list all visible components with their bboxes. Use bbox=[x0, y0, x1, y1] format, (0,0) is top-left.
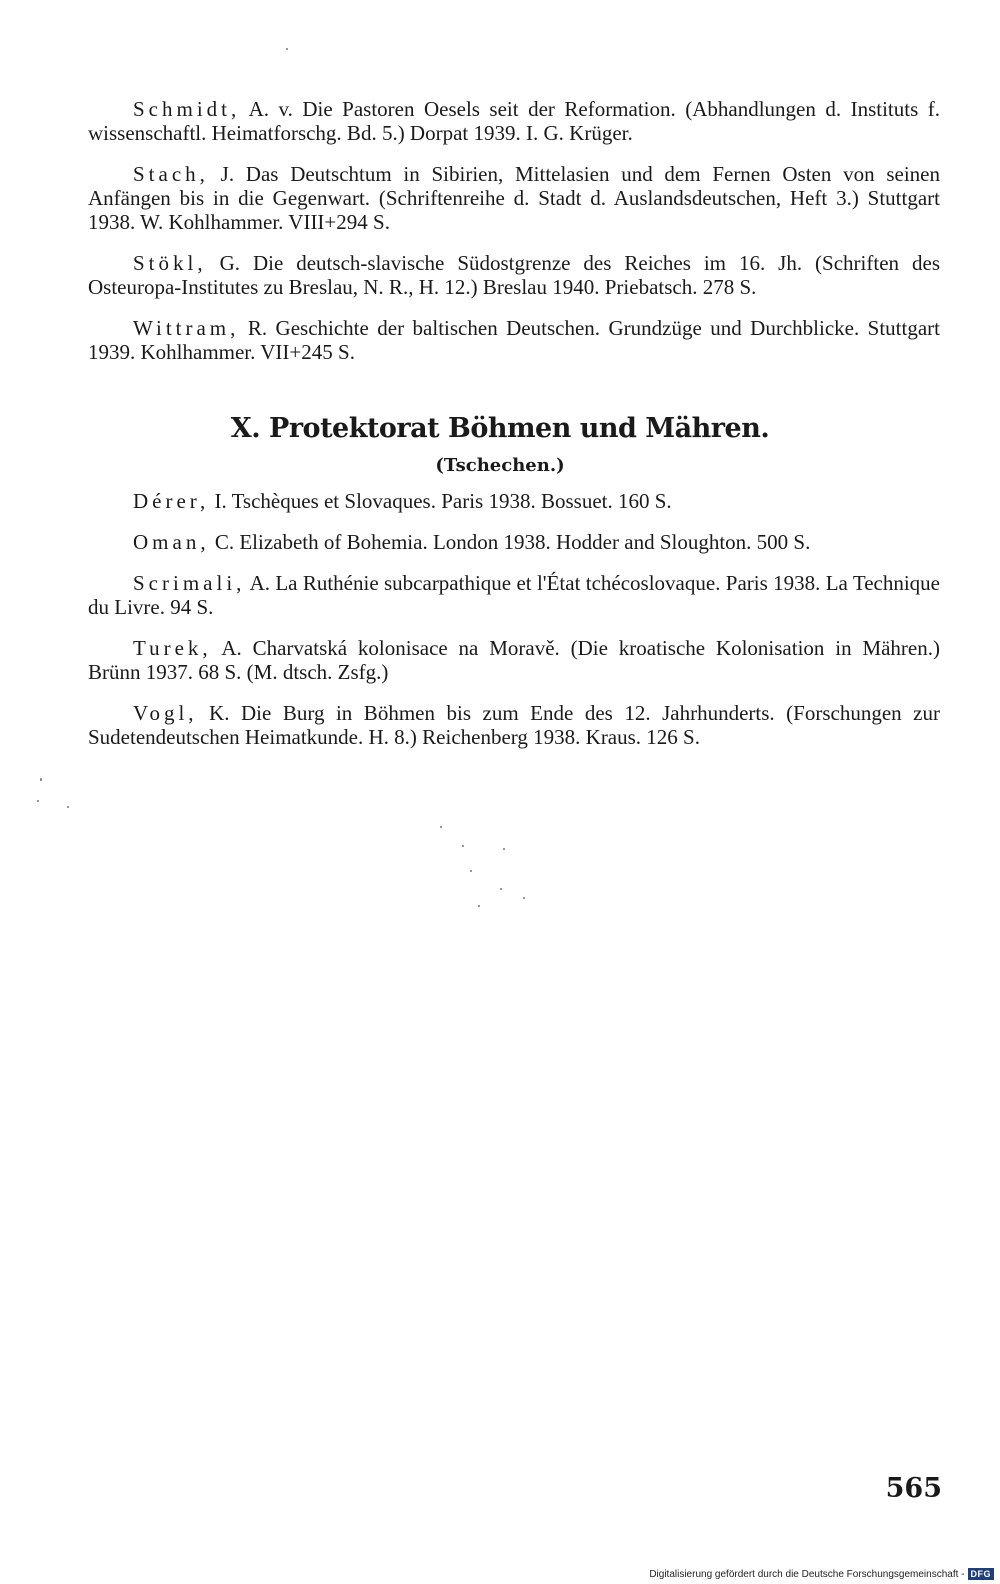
scan-speck bbox=[37, 800, 39, 802]
entry-author: Stach, bbox=[133, 162, 209, 186]
entry-text: A. La Ruthénie subcarpathique et l'État tchécoslovaque. Paris 1938. La Technique du Livre. 94 S. bbox=[88, 571, 940, 619]
bibliography-entry bbox=[88, 162, 940, 234]
bibliography-entry bbox=[88, 701, 940, 749]
bibliography-entry bbox=[88, 489, 940, 513]
bibliography-entry bbox=[88, 636, 940, 684]
entry-author: Dérer, bbox=[133, 489, 210, 513]
bibliography-list-section bbox=[88, 489, 940, 749]
entry-author: Oman, bbox=[133, 530, 210, 554]
entry-author: Vogl, bbox=[133, 701, 198, 725]
entry-author: Turek, bbox=[133, 636, 212, 660]
entry-text: K. Die Burg in Böhmen bis zum Ende des 12. Jahrhunderts. (Forschungen zur Sudetendeutschen Heimatkunde. H. 8.) Reichenberg 1938. Kraus. 126 S. bbox=[88, 701, 940, 749]
scan-speck bbox=[503, 848, 505, 850]
digitization-footer bbox=[649, 1568, 994, 1580]
page-number: 565 bbox=[885, 1473, 942, 1504]
scan-speck bbox=[470, 870, 472, 872]
scan-speck bbox=[440, 826, 442, 828]
scan-speck bbox=[478, 905, 480, 907]
entry-author: Wittram, bbox=[133, 316, 240, 340]
bibliography-list-top bbox=[88, 97, 940, 364]
scan-speck bbox=[40, 778, 42, 781]
section-subheading: (Tschechen.) bbox=[435, 455, 565, 476]
entry-text: A. Charvatská kolonisace na Moravě. (Die kroatische Kolonisation in Mähren.) Brünn 1937. 68 S. (M. dtsch. Zsfg.) bbox=[88, 636, 940, 684]
bibliography-entry bbox=[88, 251, 940, 299]
bibliography-entry bbox=[88, 530, 940, 554]
scan-speck bbox=[462, 845, 464, 847]
footer-text: Digitalisierung gefördert durch die Deutsche Forschungsgemeinschaft - bbox=[649, 1568, 965, 1580]
dfg-logo: DFG bbox=[968, 1568, 995, 1580]
scan-speck bbox=[286, 48, 288, 50]
bibliography-entry bbox=[88, 97, 940, 145]
entry-text: A. v. Die Pastoren Oesels seit der Reformation. (Abhandlungen d. Instituts f. wissenschaftl. Heimatforschg. Bd. 5.) Dorpat 1939. I. G. Krüger. bbox=[88, 97, 940, 145]
entry-author: Stökl, bbox=[133, 251, 207, 275]
scan-speck bbox=[500, 888, 502, 890]
entry-author: Schmidt, bbox=[133, 97, 241, 121]
entry-text: C. Elizabeth of Bohemia. London 1938. Hodder and Sloughton. 500 S. bbox=[209, 530, 811, 554]
bibliography-entry bbox=[88, 571, 940, 619]
entry-text: R. Geschichte der baltischen Deutschen. Grundzüge und Durchblicke. Stuttgart 1939. Kohlhammer. VII+245 S. bbox=[88, 316, 940, 364]
section-heading: X. Protektorat Böhmen und Mähren. bbox=[230, 413, 770, 444]
entry-text: G. Die deutsch-slavische Südostgrenze des Reiches im 16. Jh. (Schriften des Osteuropa-Institutes zu Breslau, N. R., H. 12.) Breslau 1940. Priebatsch. 278 S. bbox=[88, 251, 940, 299]
bibliography-entry bbox=[88, 316, 940, 364]
entry-text: J. Das Deutschtum in Sibirien, Mittelasien und dem Fernen Osten von seinen Anfängen bis in die Gegenwart. (Schriftenreihe d. Stadt d. Auslandsdeutschen, Heft 3.) Stuttgart 1938. W. Kohlhammer. VIII+294 S. bbox=[88, 162, 940, 234]
scan-speck bbox=[67, 806, 69, 808]
entry-text: I. Tschèques et Slovaques. Paris 1938. Bossuet. 160 S. bbox=[209, 489, 672, 513]
scan-speck bbox=[523, 897, 525, 899]
entry-author: Scrimali, bbox=[133, 571, 246, 595]
